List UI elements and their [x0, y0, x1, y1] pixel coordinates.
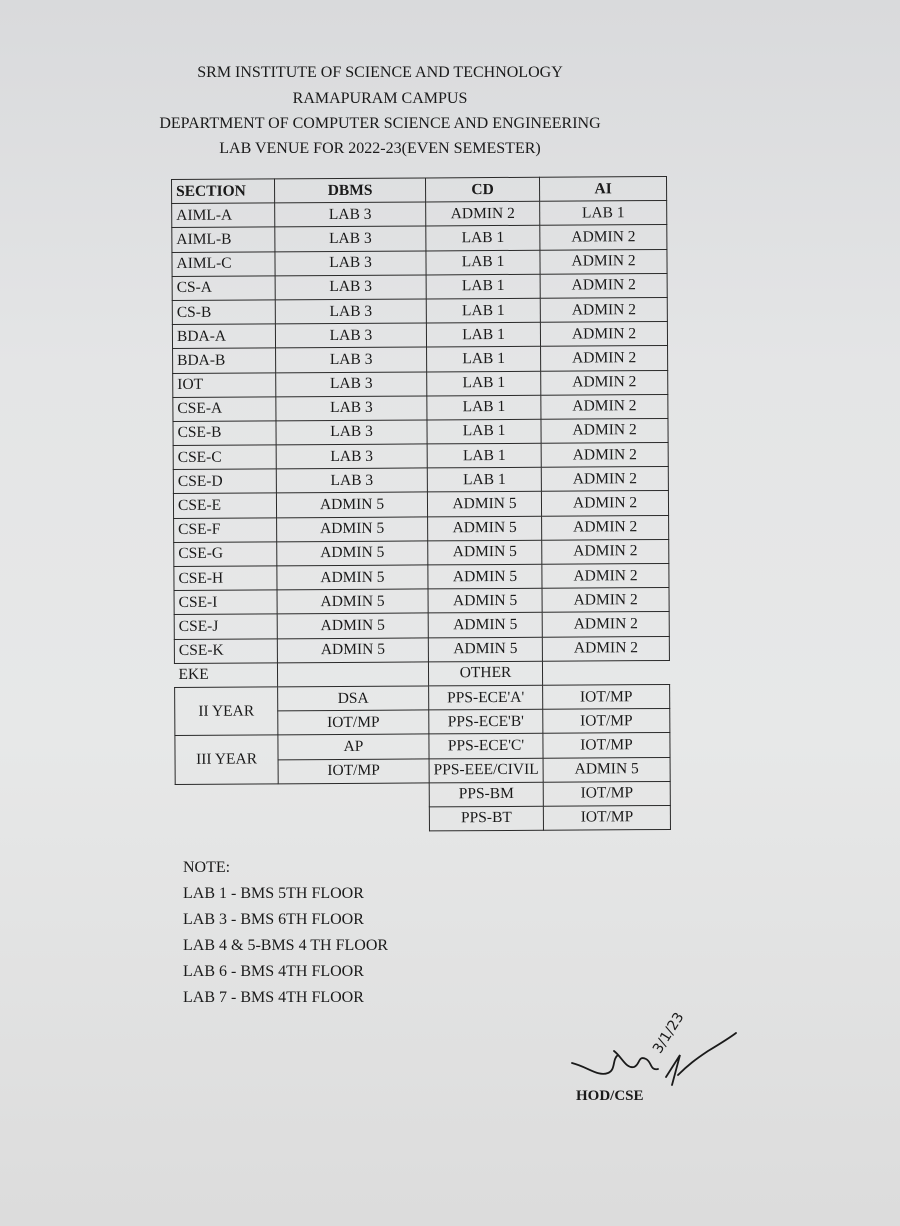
subject-cell: DSA	[278, 686, 429, 711]
section-cell: CSE-H	[174, 566, 277, 591]
ai-cell: ADMIN 2	[540, 273, 667, 298]
column-header: DBMS	[275, 178, 426, 203]
column-header: SECTION	[172, 179, 275, 204]
other-venue-cell: IOT/MP	[543, 781, 670, 806]
table-row	[175, 684, 670, 711]
section-cell: CSE-K	[174, 638, 277, 663]
table-row	[172, 322, 667, 349]
dbms-cell: LAB 3	[275, 275, 426, 300]
section-cell: AIML-C	[172, 251, 275, 276]
note-item: LAB 6 - BMS 4TH FLOOR	[183, 963, 364, 980]
department-name: DEPARTMENT OF COMPUTER SCIENCE AND ENGINEERING	[159, 115, 601, 132]
dbms-cell: LAB 3	[276, 468, 427, 493]
table-row	[174, 612, 669, 639]
dbms-cell: ADMIN 5	[277, 637, 428, 662]
dbms-cell: ADMIN 5	[277, 565, 428, 590]
ai-cell: ADMIN 2	[541, 491, 668, 516]
table-row	[175, 733, 670, 760]
other-cell: PPS-BM	[429, 782, 543, 807]
cd-cell: LAB 1	[427, 443, 541, 468]
lab-venue-table	[171, 176, 671, 833]
table-row	[172, 201, 667, 228]
eke-label: EKE	[174, 663, 277, 688]
column-header: AI	[540, 176, 667, 201]
table-row	[173, 346, 668, 373]
dbms-cell: ADMIN 5	[277, 541, 428, 566]
subject-cell: IOT/MP	[278, 758, 429, 783]
note-item: LAB 3 - BMS 6TH FLOOR	[183, 911, 364, 928]
table-row	[173, 443, 668, 470]
table-row	[174, 588, 669, 615]
ai-cell: ADMIN 2	[540, 322, 667, 347]
table-row	[175, 805, 670, 832]
ai-cell: ADMIN 2	[541, 370, 668, 395]
cd-cell: ADMIN 5	[427, 492, 541, 517]
table-row	[172, 273, 667, 300]
section-cell: CSE-C	[173, 445, 276, 470]
section-cell: CSE-B	[173, 421, 276, 446]
dbms-cell: ADMIN 5	[277, 517, 428, 542]
dbms-cell: ADMIN 5	[277, 589, 428, 614]
table-row	[174, 539, 669, 566]
dbms-cell: LAB 3	[275, 226, 426, 251]
iii-year-label: III YEAR	[175, 735, 278, 784]
subject-cell: IOT/MP	[278, 710, 429, 735]
institute-name: SRM INSTITUTE OF SCIENCE AND TECHNOLOGY	[197, 64, 563, 81]
section-cell: BDA-B	[173, 348, 276, 373]
dbms-cell: LAB 3	[275, 323, 426, 348]
other-label: OTHER	[428, 661, 542, 686]
other-venue-cell: ADMIN 5	[543, 757, 670, 782]
ai-cell: ADMIN 2	[541, 418, 668, 443]
ai-cell: ADMIN 2	[541, 467, 668, 492]
dbms-cell: LAB 3	[276, 347, 427, 372]
section-cell: CSE-G	[174, 542, 277, 567]
note-item: LAB 7 - BMS 4TH FLOOR	[183, 989, 364, 1006]
table-row	[174, 636, 669, 663]
dbms-cell: LAB 3	[275, 299, 426, 324]
table-row	[174, 563, 669, 590]
cd-cell: LAB 1	[427, 347, 541, 372]
note-item: LAB 4 & 5-BMS 4 TH FLOOR	[183, 937, 389, 954]
section-cell: CSE-E	[173, 493, 276, 518]
table-header-row	[172, 176, 667, 203]
other-venue-cell: IOT/MP	[543, 805, 670, 830]
table-row	[172, 225, 667, 252]
ai-cell: ADMIN 2	[542, 515, 669, 540]
table-row	[172, 249, 667, 276]
section-cell: AIML-A	[172, 203, 275, 228]
ai-cell: ADMIN 2	[541, 394, 668, 419]
other-cell: PPS-EEE/CIVIL	[429, 758, 543, 783]
ai-cell: ADMIN 2	[540, 249, 667, 274]
table-row	[173, 491, 668, 518]
ii-year-label: II YEAR	[175, 687, 278, 736]
ai-cell: ADMIN 2	[542, 539, 669, 564]
table-row	[172, 297, 667, 324]
signature-date: 3/1/23	[650, 1009, 688, 1057]
table-row	[173, 418, 668, 445]
table-row	[173, 394, 668, 421]
document-title: LAB VENUE FOR 2022-23(EVEN SEMESTER)	[219, 140, 541, 157]
cd-cell: LAB 1	[427, 395, 541, 420]
other-cell: PPS-ECE'A'	[429, 685, 543, 710]
section-cell: AIML-B	[172, 227, 275, 252]
ai-cell: LAB 1	[540, 201, 667, 226]
hod-signature-label: HOD/CSE	[576, 1088, 644, 1104]
dbms-cell: LAB 3	[276, 420, 427, 445]
cd-cell: ADMIN 5	[428, 637, 542, 662]
section-cell: IOT	[173, 372, 276, 397]
other-cell: PPS-ECE'B'	[429, 709, 543, 734]
ai-cell: ADMIN 2	[542, 636, 669, 661]
cd-cell: LAB 1	[426, 274, 540, 299]
cd-cell: ADMIN 5	[428, 516, 542, 541]
section-cell: BDA-A	[172, 324, 275, 349]
section-cell: CSE-I	[174, 590, 277, 615]
other-venue-cell: IOT/MP	[543, 709, 670, 734]
note-title: NOTE:	[183, 859, 231, 876]
dbms-cell: LAB 3	[275, 202, 426, 227]
column-header: CD	[425, 177, 539, 202]
section-cell: CSE-A	[173, 397, 276, 422]
dbms-cell: LAB 3	[276, 396, 427, 421]
dbms-cell: LAB 3	[275, 251, 426, 276]
ai-cell: ADMIN 2	[541, 443, 668, 468]
section-cell: CSE-J	[174, 614, 277, 639]
table-row	[175, 781, 670, 808]
cd-cell: ADMIN 5	[428, 613, 542, 638]
section-cell: CSE-D	[173, 469, 276, 494]
other-venue-cell: IOT/MP	[543, 733, 670, 758]
ai-cell: ADMIN 2	[542, 612, 669, 637]
table-row	[174, 660, 669, 687]
other-venue-cell: IOT/MP	[543, 684, 670, 709]
campus-name: RAMAPURAM CAMPUS	[292, 90, 468, 107]
cd-cell: ADMIN 2	[426, 201, 540, 226]
dbms-cell: LAB 3	[276, 444, 427, 469]
section-cell: CS-B	[172, 300, 275, 325]
subject-cell: AP	[278, 734, 429, 759]
cd-cell: LAB 1	[426, 250, 540, 275]
dbms-cell: ADMIN 5	[276, 492, 427, 517]
section-cell: CS-A	[172, 276, 275, 301]
cd-cell: LAB 1	[427, 467, 541, 492]
cd-cell: LAB 1	[426, 298, 540, 323]
dbms-cell: LAB 3	[276, 371, 427, 396]
ai-cell: ADMIN 2	[542, 588, 669, 613]
table-row	[173, 370, 668, 397]
cd-cell: LAB 1	[427, 419, 541, 444]
cd-cell: ADMIN 5	[428, 564, 542, 589]
ai-cell: ADMIN 2	[540, 225, 667, 250]
cd-cell: LAB 1	[427, 371, 541, 396]
cd-cell: ADMIN 5	[428, 588, 542, 613]
cd-cell: LAB 1	[426, 226, 540, 251]
other-cell: PPS-BT	[429, 806, 543, 831]
table-row	[173, 467, 668, 494]
note-item: LAB 1 - BMS 5TH FLOOR	[183, 885, 364, 902]
other-cell: PPS-ECE'C'	[429, 734, 543, 759]
dbms-cell: ADMIN 5	[277, 613, 428, 638]
cd-cell: ADMIN 5	[428, 540, 542, 565]
ai-cell: ADMIN 2	[542, 563, 669, 588]
ai-cell: ADMIN 2	[540, 297, 667, 322]
ai-cell: ADMIN 2	[541, 346, 668, 371]
cd-cell: LAB 1	[426, 322, 540, 347]
section-cell: CSE-F	[174, 517, 277, 542]
table-row	[174, 515, 669, 542]
